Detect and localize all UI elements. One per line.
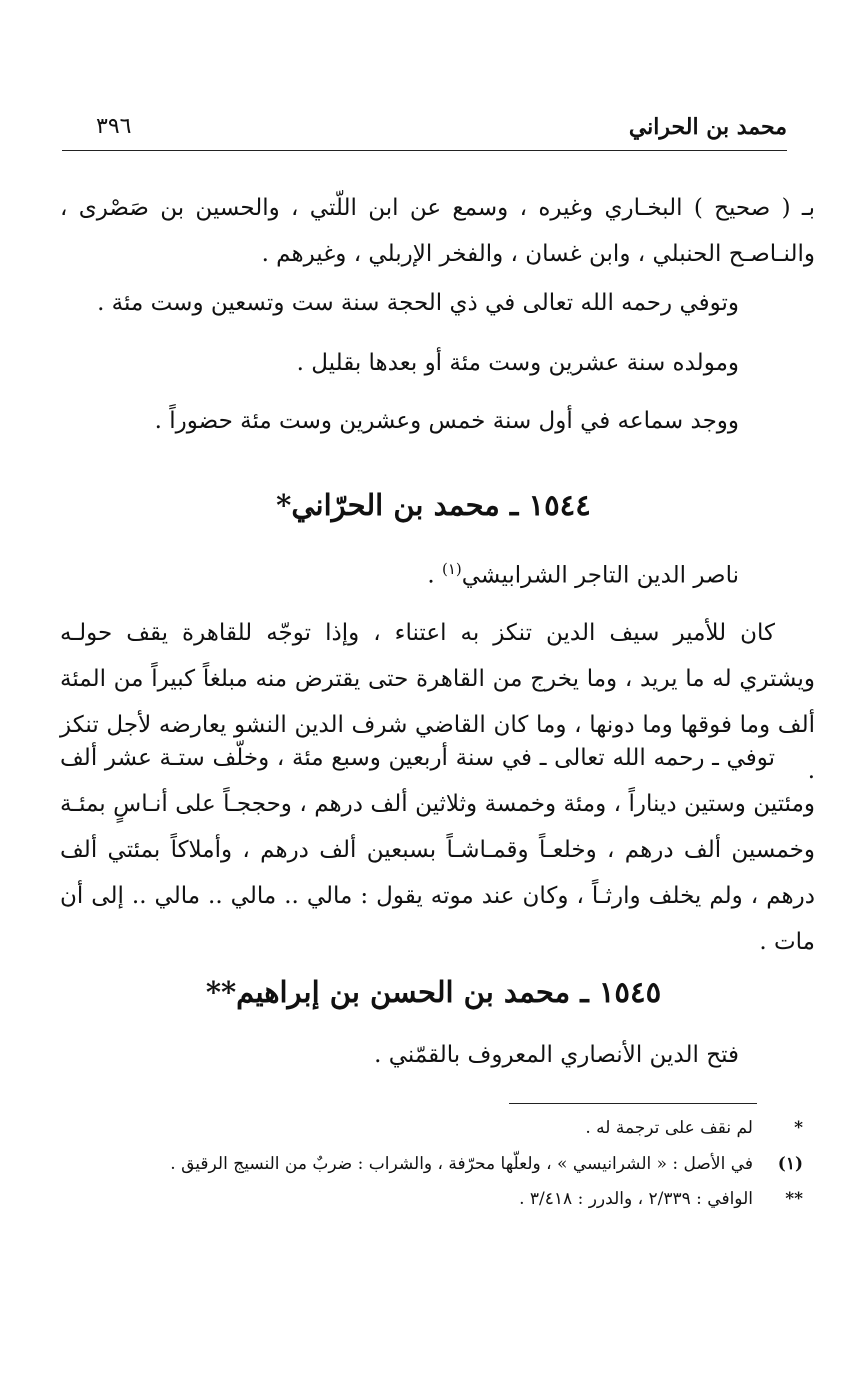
line-entry-1545-title: فتح الدين الأنصاري المعروف بالقمّني . — [374, 1042, 739, 1068]
footnote-mark: (١) — [777, 1154, 803, 1174]
line-death-date: وتوفي رحمه الله تعالى في ذي الحجة سنة ست وتسعين وست مئة . — [97, 290, 739, 316]
footnote-text: لم نقف على ترجمة له . — [585, 1118, 753, 1138]
line-entry-1544-title — [427, 560, 739, 589]
nasir-end: . — [427, 562, 442, 589]
footnote-ref-1: (١) — [441, 560, 462, 578]
nasir-text: ناصر الدين التاجر الشرابيشي — [461, 562, 739, 589]
footnote-1 — [80, 1154, 803, 1174]
line-hearing-date: ووجد سماعه في أول سنة خمس وعشرين وست مئة حضوراً . — [154, 408, 739, 434]
footnote-mark: * — [794, 1118, 803, 1138]
footnote-text: في الأصل : « الشرانيسي » ، ولعلّها محرّفة ، والشراب : ضربٌ من النسيج الرقيق . — [170, 1154, 753, 1174]
footnote-text: الوافي : ٢/٣٣٩ ، والدرر : ٣/٤١٨ . — [519, 1189, 753, 1209]
page-header — [62, 112, 787, 151]
line-birth-date: ومولده سنة عشرين وست مئة أو بعدها بقليل . — [296, 350, 739, 376]
running-title: محمد بن الحراني — [628, 114, 787, 140]
page-number: ٣٩٦ — [96, 114, 132, 139]
footnote-double-star — [80, 1189, 803, 1209]
paragraph-death-estate: توفي ـ رحمه الله تعالى ـ في سنة أربعين وسبع مئة ، وخلّف ستـة عشر ألف ومئتين وستين ديناراً ، ومئة وخمسة وثلاثين ألف درهم ، وحججـاً على أنـاسٍ بمئـة وخمسين ألف درهم ، وخلعـاً وقمـاشـاً بسبعين ألف درهم ، وأملاكاً بمئتي ألف درهم ، ولم يخلف وارثـاً ، وكان عند موته يقول : مالي .. مالي .. مالي .. إلى أن مات . — [60, 745, 815, 955]
footnote-divider — [509, 1103, 757, 1104]
paragraph-tankiz: كان للأمير سيف الدين تنكز به اعتناء ، وإذا توجّه للقاهرة يقف حولـه ويشتري له ما يريد ، وما يخرج من القاهرة حتى يقترض منه مبلغاً كبيراً من المئة ألف وما فوقها وما دونها ، وما كان القاضي شرف الدين النشو يعارضه لأجل تنكز . — [60, 620, 815, 784]
footnote-star — [80, 1118, 803, 1138]
paragraph-hearing-sources: بـ ( صحيح ) البخـاري وغيره ، وسمع عن ابن اللّتي ، والحسين بن صَصْرى ، والنـاصـح الحنبلي ، وابن غسان ، والفخر الإربلي ، وغيرهم . — [60, 195, 815, 267]
entry-heading-1544: ١٥٤٤ ـ محمد بن الحرّاني* — [276, 488, 591, 522]
entry-heading-1545: ١٥٤٥ ـ محمد بن الحسن بن إبراهيم** — [205, 975, 662, 1009]
footnote-mark: ** — [785, 1189, 803, 1209]
